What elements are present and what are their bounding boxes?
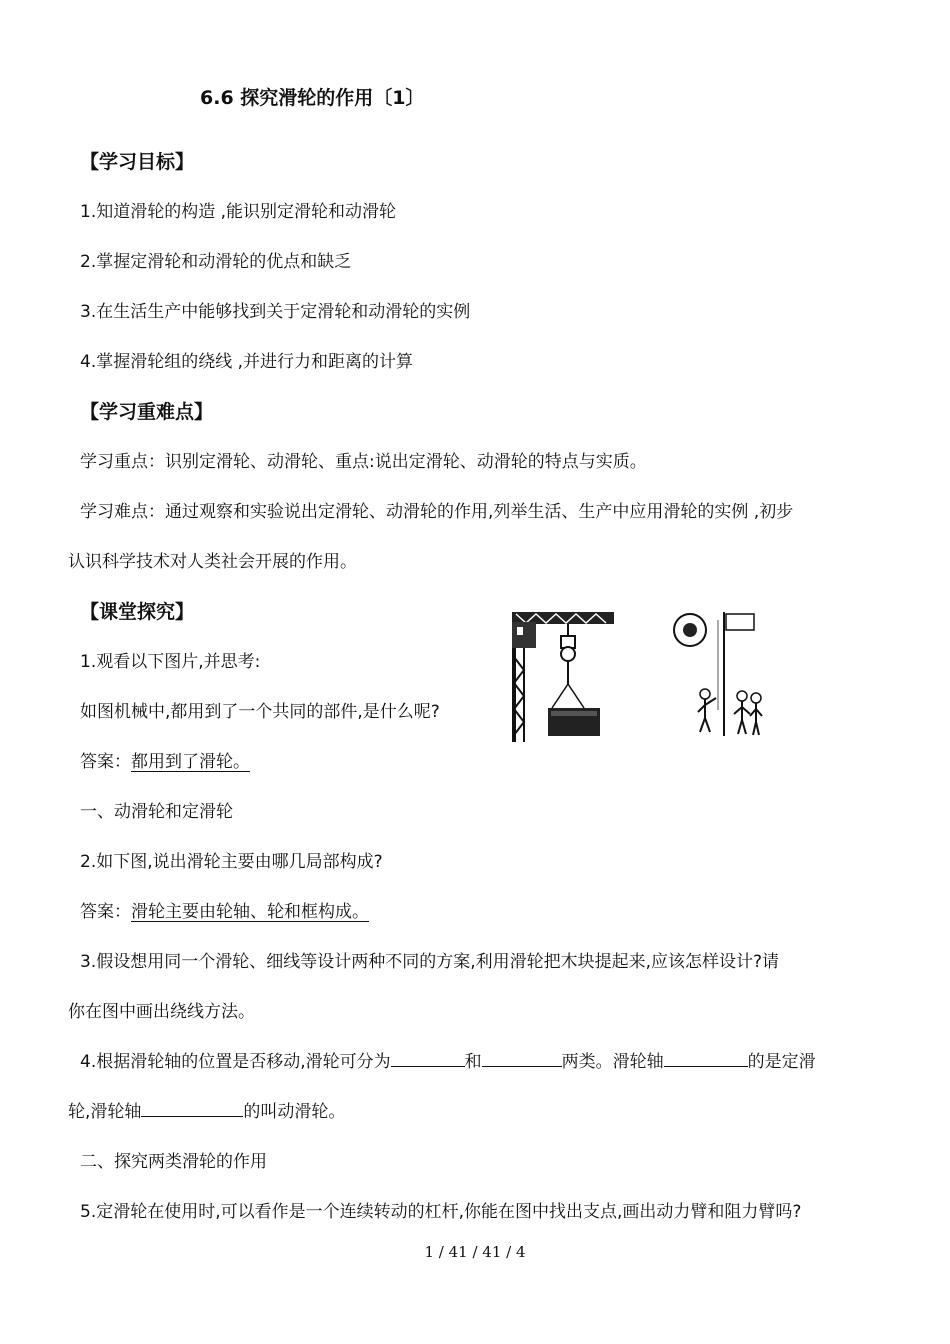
key-difficulty-line1: 学习难点：通过观察和实验说出定滑轮、动滑轮的作用,列举生活、生产中应用滑轮的实例 ,初步	[80, 502, 794, 522]
answer-label: 答案：	[80, 902, 131, 922]
answer-label: 答案：	[80, 752, 131, 772]
question-3-line1: 3.假设想用同一个滑轮、细线等设计两种不同的方案,利用滑轮把木块提起来,应该怎样设计?请	[80, 952, 780, 972]
question-1: 1.观看以下图片,并思考:	[80, 652, 261, 672]
question-3-line2: 你在图中画出绕线方法。	[68, 1002, 255, 1022]
page-footer: 1 / 41 / 41 / 4	[424, 1243, 526, 1261]
objective-item-3: 3.在生活生产中能够找到关于定滑轮和动滑轮的实例	[80, 302, 471, 322]
question-2: 2.如下图,说出滑轮主要由哪几局部构成?	[80, 852, 383, 872]
q4-text-2: 和	[464, 1052, 482, 1072]
q4-text-5: 轮,滑轮轴	[68, 1102, 142, 1122]
answer-2	[80, 900, 369, 924]
fill-blank[interactable]	[664, 1050, 748, 1067]
question-4-line1	[80, 1050, 816, 1074]
answer-1-text: 都用到了滑轮。	[131, 752, 250, 772]
q4-text-6: 的叫动滑轮。	[243, 1102, 346, 1122]
objectives-heading: 【学习目标】	[80, 151, 195, 173]
answer-1	[80, 750, 250, 774]
fill-blank[interactable]	[482, 1050, 562, 1067]
flagpole-illustration	[670, 610, 770, 740]
q4-text-3: 两类。滑轮轴	[561, 1052, 664, 1072]
page-title: 6.6 探究滑轮的作用〔1〕	[200, 87, 425, 109]
key-difficulty-line2: 认识科学技术对人类社会开展的作用。	[68, 552, 357, 572]
q4-text-4: 的是定滑	[747, 1052, 816, 1072]
question-4-line2	[68, 1100, 345, 1124]
objective-item-4: 4.掌握滑轮组的绕线 ,并进行力和距离的计算	[80, 352, 414, 372]
fill-blank[interactable]	[391, 1050, 465, 1067]
question-1-text: 如图机械中,都用到了一个共同的部件,是什么呢?	[80, 702, 440, 722]
key-focus-text: 学习重点：识别定滑轮、动滑轮、重点:说出定滑轮、动滑轮的特点与实质。	[80, 452, 647, 472]
objective-item-2: 2.掌握定滑轮和动滑轮的优点和缺乏	[80, 252, 352, 272]
question-5: 5.定滑轮在使用时,可以看作是一个连续转动的杠杆,你能在图中找出支点,画出动力臂和阻力臂吗?	[80, 1202, 802, 1222]
inquiry-heading: 【课堂探究】	[80, 601, 195, 623]
section-1-heading: 一、动滑轮和定滑轮	[80, 802, 233, 822]
answer-2-text: 滑轮主要由轮轴、轮和框构成。	[131, 902, 369, 922]
fill-blank[interactable]	[141, 1100, 243, 1117]
section-2-heading: 二、探究两类滑轮的作用	[80, 1152, 267, 1172]
key-points-heading: 【学习重难点】	[80, 401, 214, 423]
objective-item-1: 1.知道滑轮的构造 ,能识别定滑轮和动滑轮	[80, 202, 397, 222]
crane-illustration	[512, 612, 614, 744]
q4-text-1: 4.根据滑轮轴的位置是否移动,滑轮可分为	[80, 1052, 391, 1072]
